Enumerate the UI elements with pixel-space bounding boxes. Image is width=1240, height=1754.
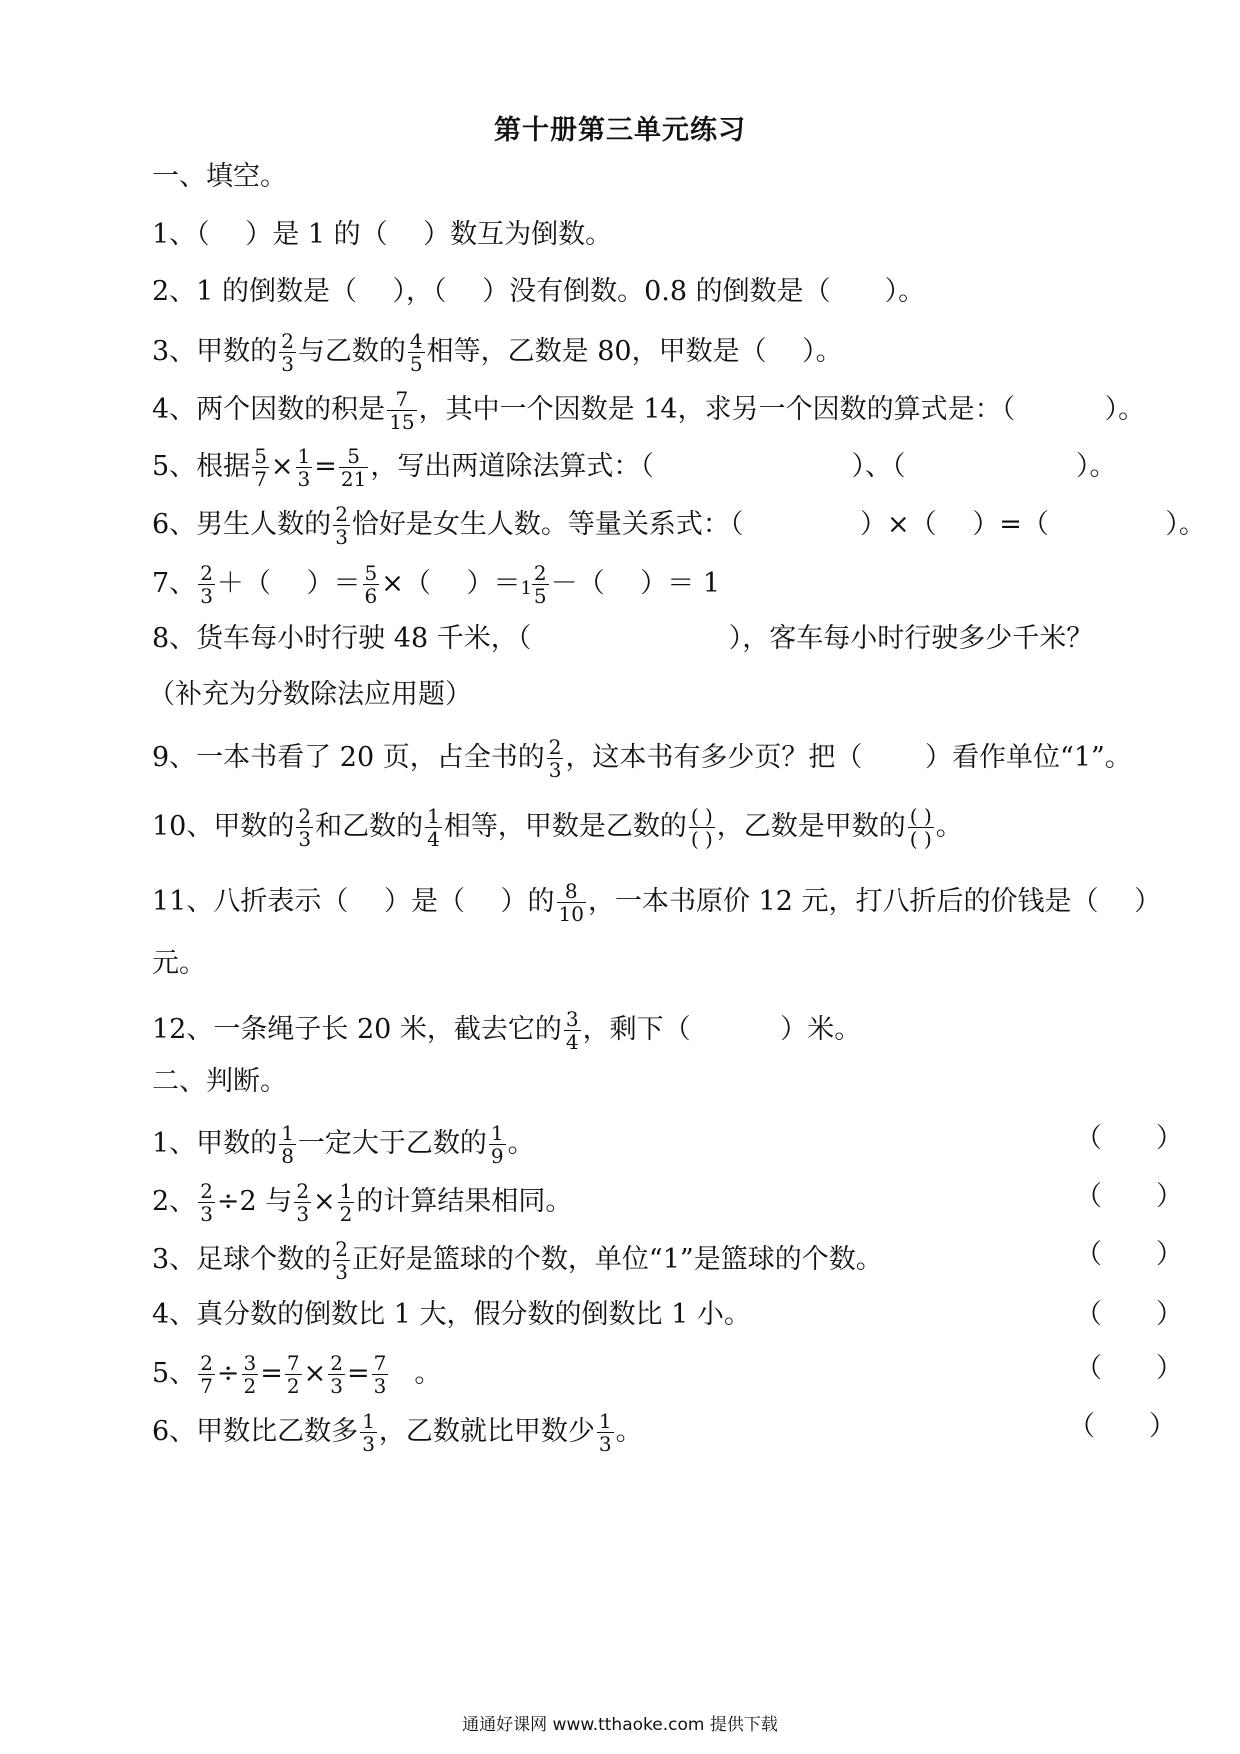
fraction: $\frac{3}{2}$ bbox=[243, 1351, 257, 1398]
question-10: 10、甲数的 $\frac{2}{3}$ 和乙数的 $\frac{1}{4}$ 相等，甲数是乙数的 $\frac{( )}{( )}$ ，乙数是甲数的 $\frac{( )}{( )}$ 。 bbox=[152, 804, 963, 851]
judge-4-answer-paren[interactable]: （ ） bbox=[1075, 1299, 1183, 1330]
fraction: $\frac{4}{5}$ bbox=[409, 329, 423, 376]
fraction: $\frac{1}{4}$ bbox=[427, 804, 440, 851]
judge-6-answer-paren[interactable]: （ ） bbox=[1068, 1411, 1176, 1442]
fraction: $\frac{5}{7}$ bbox=[254, 444, 267, 491]
footer-source: 通通好课网 www.tthaoke.com 提供下载 bbox=[462, 1715, 778, 1735]
fraction: $\frac{1}{3}$ bbox=[362, 1409, 375, 1456]
fraction: $\frac{5}{6}$ bbox=[364, 561, 378, 608]
fraction: $\frac{3}{4}$ bbox=[565, 1007, 579, 1054]
mixed-number: 1 $\frac{2}{5}$ bbox=[520, 561, 547, 608]
question-9: 9、一本书看了 20 页，占全书的 $\frac{2}{3}$ ，这本书有多少页？把（ ）看作单位“1”。 bbox=[152, 735, 1132, 782]
fraction: $\frac{2}{3}$ bbox=[200, 1179, 213, 1226]
fraction: $\frac{2}{7}$ bbox=[200, 1351, 213, 1398]
fraction: $\frac{2}{3}$ bbox=[335, 1237, 348, 1284]
fraction: $\frac{2}{3}$ bbox=[296, 1179, 310, 1226]
fraction: $\frac{1}{2}$ bbox=[339, 1179, 353, 1226]
question-11: 11、八折表示（ ）是（ ）的 $\frac{8}{10}$ ，一本书原价 12 元，打八折后的价钱是（ ） bbox=[152, 879, 1162, 926]
judge-1-answer-paren[interactable]: （ ） bbox=[1075, 1123, 1183, 1154]
blank-fraction: $\frac{( )}{( )}$ bbox=[909, 804, 932, 851]
fraction: $\frac{8}{10}$ bbox=[558, 879, 584, 926]
judge-6: 6、甲数比乙数多 $\frac{1}{3}$ ，乙数就比甲数少 $\frac{1}{3}$ 。 bbox=[152, 1409, 643, 1456]
fraction: $\frac{2}{3}$ bbox=[281, 329, 294, 376]
judge-3-answer-paren[interactable]: （ ） bbox=[1075, 1239, 1183, 1270]
question-4: 4、两个因数的积是 $\frac{7}{15}$ ，其中一个因数是 14，求另一个因数的算式是：（ ）。 bbox=[152, 387, 1146, 434]
fraction: $\frac{2}{3}$ bbox=[330, 1351, 343, 1398]
fraction: $\frac{7}{15}$ bbox=[389, 387, 415, 434]
question-5: 5、根据 $\frac{5}{7}$ × $\frac{1}{3}$ = $\frac{5}{21}$ ，写出两道除法算式：（ ）、（ ）。 bbox=[152, 444, 1117, 491]
fraction: $\frac{1}{3}$ bbox=[297, 444, 311, 491]
fraction: $\frac{2}{3}$ bbox=[298, 804, 312, 851]
fraction: $\frac{7}{3}$ bbox=[373, 1351, 387, 1398]
fraction: $\frac{2}{3}$ bbox=[548, 735, 562, 782]
fraction: $\frac{1}{3}$ bbox=[598, 1409, 612, 1456]
question-1: 1、（ ）是 1 的（ ）数互为倒数。 bbox=[152, 219, 613, 250]
question-6: 6、男生人数的 $\frac{2}{3}$ 恰好是女生人数。等量关系式：（ ）×（ ）=（ ）。 bbox=[152, 502, 1206, 549]
page-title: 第十册第三单元练习 bbox=[494, 115, 746, 146]
q3-text-c: 相等，乙数是 80，甲数是（ ）。 bbox=[426, 336, 843, 367]
q3-text-b: 与乙数的 bbox=[297, 336, 406, 367]
section-fill-blank-heading: 一、填空。 bbox=[152, 161, 287, 192]
judge-4: 4、真分数的倒数比 1 大，假分数的倒数比 1 小。 bbox=[152, 1299, 751, 1330]
judge-2-answer-paren[interactable]: （ ） bbox=[1075, 1181, 1183, 1212]
fraction: $\frac{1}{8}$ bbox=[281, 1121, 294, 1168]
fraction: $\frac{2}{3}$ bbox=[335, 502, 348, 549]
fraction: $\frac{5}{21}$ bbox=[340, 444, 367, 491]
fraction: $\frac{2}{3}$ bbox=[200, 561, 213, 608]
fraction: $\frac{1}{9}$ bbox=[490, 1121, 504, 1168]
judge-2: 2、 $\frac{2}{3}$ ÷2 与 $\frac{2}{3}$ × $\frac{1}{2}$ 的计算结果相同。 bbox=[152, 1179, 573, 1226]
question-8: 8、货车每小时行驶 48 千米，（ ），客车每小时行驶多少千米？ bbox=[152, 623, 1094, 654]
judge-1: 1、甲数的 $\frac{1}{8}$ 一定大于乙数的 $\frac{1}{9}$ 。 bbox=[152, 1121, 535, 1168]
question-8-note: （补充为分数除法应用题） bbox=[148, 679, 472, 710]
question-12: 12、一条绳子长 20 米，截去它的 $\frac{3}{4}$ ，剩下（ ）米。 bbox=[152, 1007, 862, 1054]
question-2: 2、1 的倒数是（ ），（ ）没有倒数。0.8 的倒数是（ ）。 bbox=[152, 276, 926, 307]
question-3 bbox=[152, 330, 843, 375]
section-judge-heading: 二、判断。 bbox=[152, 1066, 287, 1097]
q3-text-a: 3、甲数的 bbox=[152, 336, 278, 367]
blank-fraction: $\frac{( )}{( )}$ bbox=[690, 804, 713, 851]
judge-5: 5、 $\frac{2}{7}$ ÷ $\frac{3}{2}$ = $\frac{7}{2}$ × $\frac{2}{3}$ = $\frac{7}{3}$ 。 bbox=[152, 1351, 442, 1398]
fraction: $\frac{7}{2}$ bbox=[286, 1351, 300, 1398]
question-7: 7、 $\frac{2}{3}$ ＋（ ）＝ $\frac{5}{6}$ ×（ ）＝ 1 $\frac{2}{5}$ －（ ）＝ 1 bbox=[152, 561, 720, 608]
judge-5-answer-paren[interactable]: （ ） bbox=[1075, 1353, 1183, 1384]
question-11-cont: 元。 bbox=[152, 948, 206, 979]
judge-3: 3、足球个数的 $\frac{2}{3}$ 正好是篮球的个数，单位“1”是篮球的个数。 bbox=[152, 1237, 883, 1284]
